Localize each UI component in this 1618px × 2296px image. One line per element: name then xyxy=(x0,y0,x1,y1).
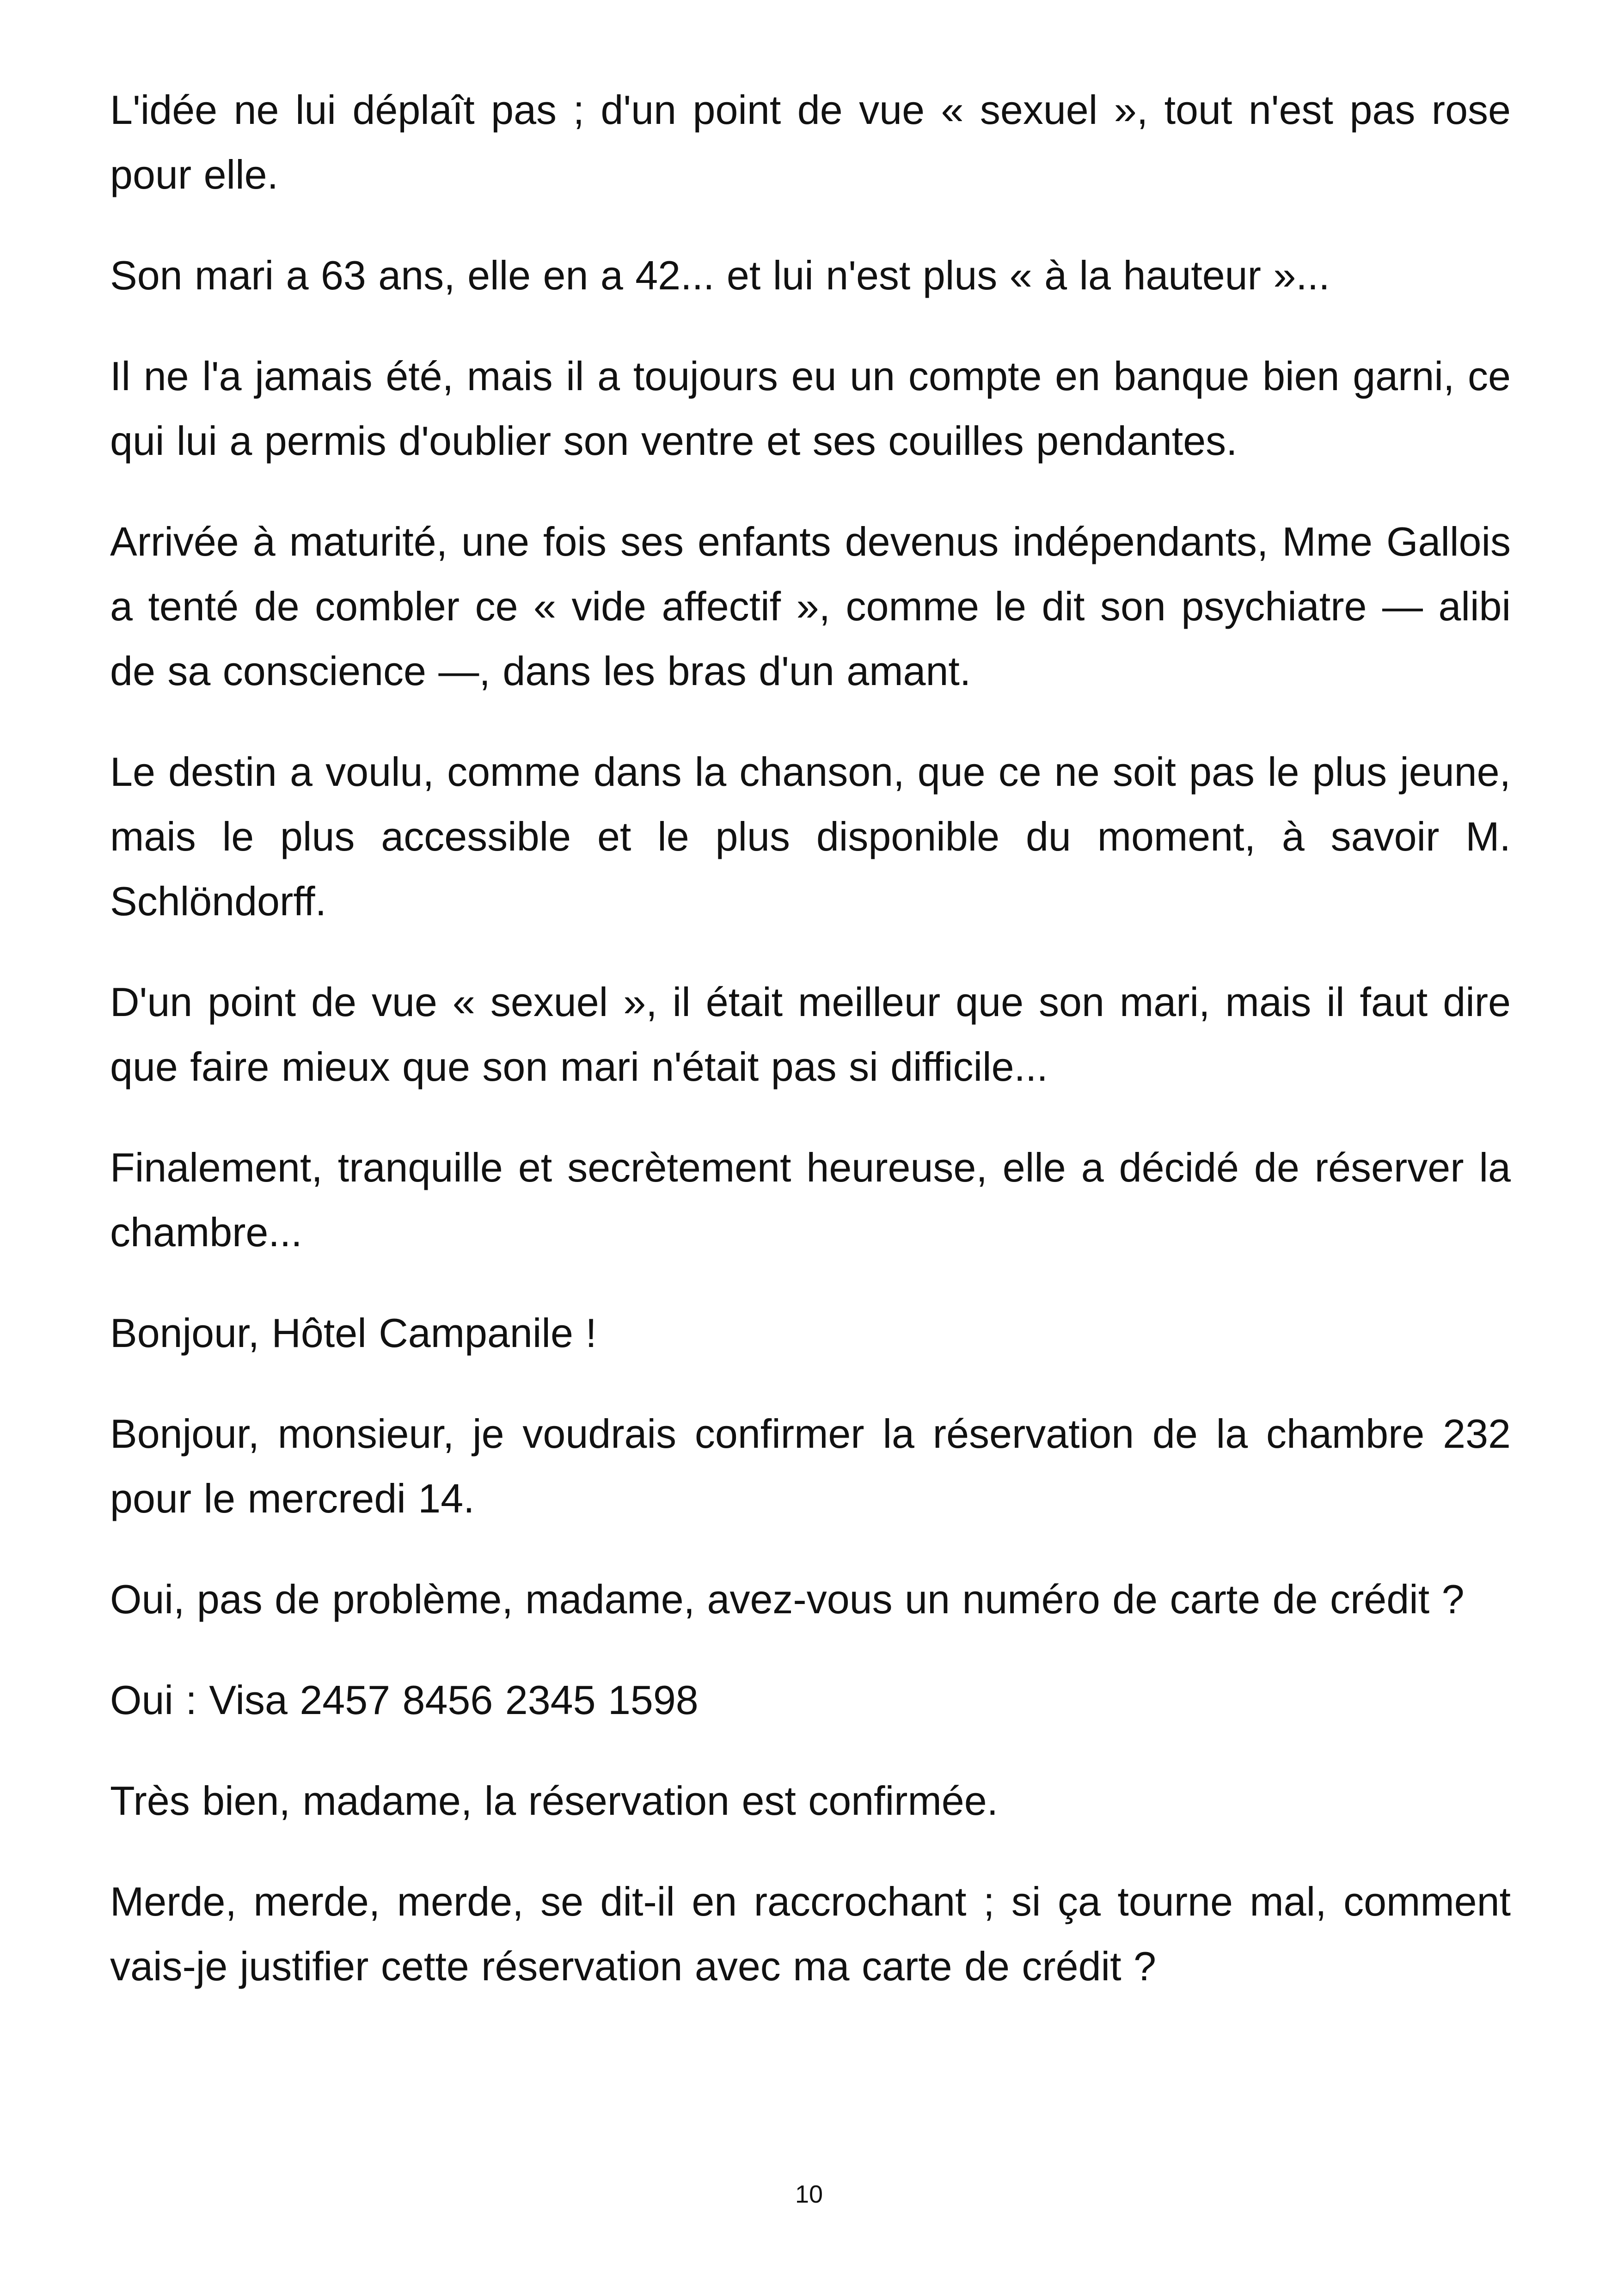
paragraph: Il ne l'a jamais été, mais il a toujours eu un compte en banque bien garni, ce qui lui a permis d'oublier son ventre et ses couilles pendantes. xyxy=(110,353,1511,464)
paragraph: Merde, merde, merde, se dit-il en raccrochant ; si ça tourne mal, comment vais-je justifier cette réservation avec ma carte de crédit ? xyxy=(110,1879,1511,1989)
body-text xyxy=(110,78,1511,2035)
paragraph: Finalement, tranquille et secrètement heureuse, elle a décidé de réserver la chambre... xyxy=(110,1145,1511,1255)
paragraph: Très bien, madame, la réservation est confirmée. xyxy=(110,1778,999,1824)
paragraph: L'idée ne lui déplaît pas ; d'un point de vue « sexuel », tout n'est pas rose pour elle. xyxy=(110,87,1511,197)
page-number: 10 xyxy=(795,2180,823,2208)
paragraph: D'un point de vue « sexuel », il était meilleur que son mari, mais il faut dire que faire mieux que son mari n'était pas si difficile... xyxy=(110,979,1511,1090)
paragraph: Oui, pas de problème, madame, avez-vous un numéro de carte de crédit ? xyxy=(110,1576,1465,1622)
paragraph: Son mari a 63 ans, elle en a 42... et lui n'est plus « à la hauteur »... xyxy=(110,252,1330,298)
paragraph: Le destin a voulu, comme dans la chanson, que ce ne soit pas le plus jeune, mais le plus accessible et le plus disponible du moment, à savoir M. Schlöndorff. xyxy=(110,749,1511,924)
paragraph: Arrivée à maturité, une fois ses enfants devenus indépendants, Mme Gallois a tenté de combler ce « vide affectif », comme le dit son psychiatre — alibi de sa conscience —, dans les bras d'un amant. xyxy=(110,519,1511,694)
paragraph: Oui : Visa 2457 8456 2345 1598 xyxy=(110,1677,699,1723)
paragraph: Bonjour, monsieur, je voudrais confirmer la réservation de la chambre 232 pour le mercredi 14. xyxy=(110,1411,1511,1521)
paragraph: Bonjour, Hôtel Campanile ! xyxy=(110,1310,597,1356)
